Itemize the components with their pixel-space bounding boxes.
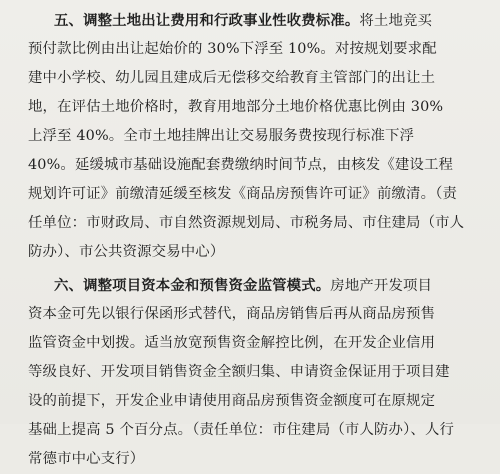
- section-5-line-5: 上浮至 40%。全市土地挂牌出让交易服务费按现行标准下浮: [28, 128, 415, 144]
- section-5-line-6: 40%。延缓城市基础设施配套费缴纳时间节点，由核发《建设工程: [28, 157, 454, 173]
- section-6-line-5: 设的前提下，开发企业申请使用商品房预售资金额度可在原规定: [28, 393, 436, 409]
- section-6-line-2: 资本金可先以银行保函形式替代，商品房销售后再从商品房预售: [28, 306, 436, 322]
- section-5-line-2: 预付款比例由出让起始价的 30%下浮至 10%。对按规划要求配: [28, 41, 437, 57]
- section-5-line-4: 地，在评估土地价格时，教育用地部分土地价格优惠比例由 30%: [28, 99, 444, 115]
- section-5-line-3: 建中小学校、幼儿园且建成后无偿移交给教育主管部门的出让土: [28, 70, 436, 86]
- section-6: [28, 271, 488, 474]
- section-5-line-1: [28, 6, 488, 35]
- section-5: [28, 6, 488, 267]
- section-6-line-4: 等级良好、开发项目销售资金全额归集、申请资金保证用于项目建: [28, 364, 450, 380]
- section-6-heading: 六、调整项目资本金和预售资金监管模式。: [54, 277, 331, 294]
- section-6-line-1: [28, 271, 488, 300]
- section-5-line-9: 防办）、市公共资源交易中心）: [28, 244, 225, 260]
- section-5-text-1: 将土地竞买: [359, 13, 433, 29]
- section-6-line-7: 常德市中心支行）: [28, 451, 145, 467]
- section-5-heading: 五、调整土地出让费用和行政事业性收费标准。: [54, 12, 360, 29]
- section-5-line-8: 任单位：市财政局、市自然资源规划局、市税务局、市住建局（市人: [28, 215, 465, 231]
- section-6-line-3: 监管资金中划拨。适当放宽预售资金解控比例，在开发企业信用: [28, 335, 436, 351]
- section-5-line-7: 规划许可证》前缴清延缓至核发《商品房预售许可证》前缴清。（责: [28, 186, 458, 202]
- section-6-text-1: 房地产开发项目: [330, 278, 433, 294]
- section-6-line-6: 基础上提高 5 个百分点。（责任单位：市住建局（市人防办）、人行: [28, 422, 455, 438]
